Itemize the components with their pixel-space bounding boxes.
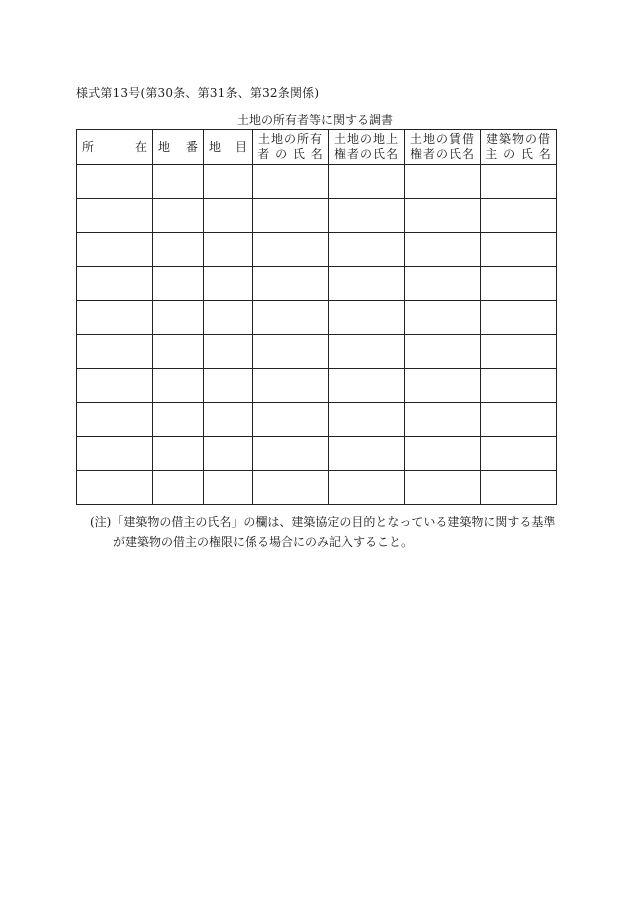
table-cell[interactable] [77,335,153,369]
table-row [77,199,557,233]
table-cell[interactable] [204,403,253,437]
table-cell[interactable] [481,437,557,471]
table-cell[interactable] [77,233,153,267]
table-cell[interactable] [481,267,557,301]
table-row [77,369,557,403]
table-cell[interactable] [329,369,405,403]
table-cell[interactable] [153,437,204,471]
header-lot-number [153,130,204,165]
table-cell[interactable] [329,335,405,369]
table-cell[interactable] [253,165,329,199]
table-cell[interactable] [405,471,481,505]
table-cell[interactable] [481,301,557,335]
table-cell[interactable] [153,369,204,403]
table-cell[interactable] [253,199,329,233]
table-cell[interactable] [77,403,153,437]
table-row [77,301,557,335]
table-row [77,233,557,267]
header-location-char-1: 所 [82,139,95,154]
table-row [77,471,557,505]
table-cell[interactable] [153,233,204,267]
table-cell[interactable] [405,335,481,369]
table-cell[interactable] [481,335,557,369]
table-row [77,165,557,199]
table-cell[interactable] [481,233,557,267]
header-building-tenant-name-line-2: 主 の 氏 名 [485,147,552,161]
header-land-category-char-1: 地 [209,139,222,154]
table-cell[interactable] [204,369,253,403]
table-cell[interactable] [253,437,329,471]
table-cell[interactable] [77,199,153,233]
table-cell[interactable] [204,335,253,369]
table-cell[interactable] [481,369,557,403]
table-cell[interactable] [329,165,405,199]
table-row [77,437,557,471]
table-cell[interactable] [153,403,204,437]
header-superficies-holder-name-line-2: 権者の氏名 [333,147,399,161]
header-land-category-char-2: 目 [234,139,247,154]
header-lot-number-char-1: 地 [158,139,171,154]
table-cell[interactable] [405,165,481,199]
table-cell[interactable] [204,165,253,199]
table-cell[interactable] [253,233,329,267]
table-cell[interactable] [153,301,204,335]
table-cell[interactable] [77,369,153,403]
header-building-tenant-name [481,130,557,165]
table-cell[interactable] [204,437,253,471]
footnote [90,512,555,552]
table-row [77,267,557,301]
table-cell[interactable] [77,267,153,301]
table-cell[interactable] [204,267,253,301]
table-cell[interactable] [204,301,253,335]
header-land-lessee-name-line-2: 権者の氏名 [409,147,475,161]
header-superficies-holder-name-line-1: 土地の地上 [333,132,399,146]
table-cell[interactable] [253,267,329,301]
table-cell[interactable] [153,267,204,301]
table-cell[interactable] [329,437,405,471]
header-land-owner-name-line-1: 土地の所有 [257,132,323,146]
table-cell[interactable] [253,471,329,505]
table-cell[interactable] [253,301,329,335]
header-land-lessee-name-line-1: 土地の賃借 [409,132,475,146]
document-title: 土地の所有者等に関する調書 [236,113,393,127]
table-cell[interactable] [329,267,405,301]
table-cell[interactable] [481,165,557,199]
table-row [77,335,557,369]
table-cell[interactable] [329,471,405,505]
table-cell[interactable] [153,165,204,199]
table-cell[interactable] [405,301,481,335]
table-cell[interactable] [405,233,481,267]
table-cell[interactable] [204,471,253,505]
table-cell[interactable] [253,335,329,369]
table-cell[interactable] [204,199,253,233]
table-cell[interactable] [77,301,153,335]
table-cell[interactable] [329,403,405,437]
land-owner-survey-table [76,129,557,505]
table-cell[interactable] [77,471,153,505]
header-lot-number-char-2: 番 [185,139,198,154]
table-cell[interactable] [77,437,153,471]
table-cell[interactable] [253,403,329,437]
table-cell[interactable] [153,199,204,233]
table-cell[interactable] [405,437,481,471]
header-location-char-2: 在 [134,139,147,154]
header-land-owner-name-line-2: 者 の 氏 名 [257,147,324,161]
table-cell[interactable] [405,267,481,301]
table-cell[interactable] [253,369,329,403]
table-cell[interactable] [405,403,481,437]
header-land-owner-name [253,130,329,165]
table-cell[interactable] [329,301,405,335]
table-header-row [77,130,557,165]
table-row [77,403,557,437]
table-cell[interactable] [329,233,405,267]
header-land-category [204,130,253,165]
table-cell[interactable] [405,199,481,233]
table-cell[interactable] [153,335,204,369]
footnote-line-1: (注)「建築物の借主の氏名」の欄は、建築協定の目的となっている建築物に関する基準 [90,515,556,529]
header-building-tenant-name-line-1: 建築物の借 [485,132,551,146]
header-location [77,130,153,165]
header-superficies-holder-name [329,130,405,165]
table-cell[interactable] [481,403,557,437]
form-number: 様式第13号(第30条、第31条、第32条関係) [76,86,320,100]
header-land-lessee-name [405,130,481,165]
table-cell[interactable] [481,199,557,233]
table-cell[interactable] [77,165,153,199]
table-cell[interactable] [329,199,405,233]
table-cell[interactable] [153,471,204,505]
table-cell[interactable] [481,471,557,505]
table-cell[interactable] [204,233,253,267]
footnote-line-2: が建築物の借主の権限に係る場合にのみ記入すること。 [113,535,414,549]
table-cell[interactable] [405,369,481,403]
